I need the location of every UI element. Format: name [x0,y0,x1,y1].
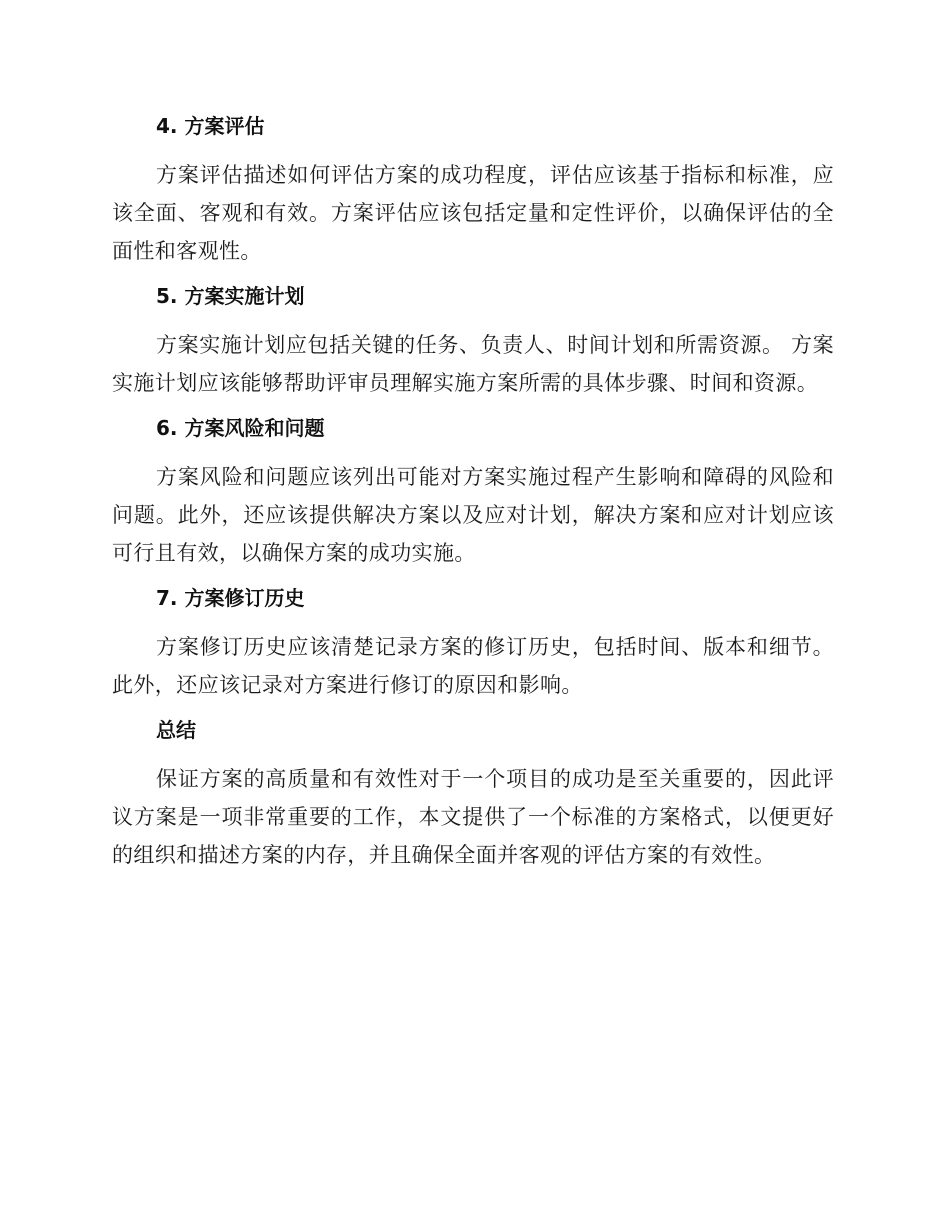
document-body [112,110,834,884]
section-risks-issues [112,412,834,572]
section-heading: 4. 方案评估 [156,114,265,138]
section-heading: 5. 方案实施计划 [156,284,305,308]
section-implementation-plan [112,280,834,402]
section-heading: 总结 [156,718,196,742]
section-paragraph: 方案修订历史应该清楚记录方案的修订历史，包括时间、版本和细节。此外，还应该记录对方案进行修订的原因和影响。 [112,635,834,697]
section-summary [112,714,834,874]
section-paragraph: 方案评估描述如何评估方案的成功程度，评估应该基于指标和标准，应该全面、客观和有效。方案评估应该包括定量和定性评价，以确保评估的全面性和客观性。 [112,163,834,263]
section-heading: 6. 方案风险和问题 [156,416,325,440]
section-paragraph: 方案风险和问题应该列出可能对方案实施过程产生影响和障碍的风险和问题。此外，还应该提供解决方案以及应对计划，解决方案和应对计划应该可行且有效，以确保方案的成功实施。 [112,465,834,565]
section-paragraph: 保证方案的高质量和有效性对于一个项目的成功是至关重要的，因此评议方案是一项非常重要的工作，本文提供了一个标准的方案格式，以便更好的组织和描述方案的内存，并且确保全面并客观的评估方案的有效性。 [112,767,834,867]
section-paragraph: 方案实施计划应包括关键的任务、负责人、时间计划和所需资源。 方案实施计划应该能够帮助评审员理解实施方案所需的具体步骤、时间和资源。 [112,333,834,395]
section-revision-history [112,582,834,704]
section-heading: 7. 方案修订历史 [156,586,305,610]
section-evaluation [112,110,834,270]
